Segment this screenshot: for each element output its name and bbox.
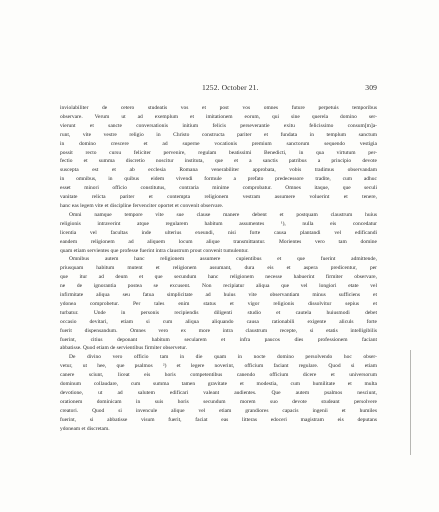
text-line: observare. Verum ut ad exemplum et imitationem eorum, qui sine querela domino ser- <box>60 113 377 120</box>
text-line: fectio et summa discretio noscitur instituta, que et a sanctis patribus a principio devote <box>60 158 377 165</box>
text-line: dominum collaudare, cum summa tamen gravitate et modestia, cum humilitate et multa <box>60 381 377 388</box>
text-line: in domino crescere et ad superne vocationis premium sanctorum sequendo vestigia <box>60 140 377 147</box>
text-line: occasio devitari, etiam si cum aliqua aliquando causa rationabili exigente aliculs forte <box>60 318 377 325</box>
text-line: fuerint, citius deponant habitum secularem et infra paucos dies professionem faciant <box>60 336 377 343</box>
text-line: canere sciunt, liceat eis horis competentibus canendo officium dicere et universorum <box>60 372 377 379</box>
text-line: inviolabiliter de cetero studeatis vos et post vos omnes future perpetuis temporibus <box>60 105 377 111</box>
text-line: runt, vite vestre religio in Christo constructa pariter et fundata in templum sanctum <box>60 131 377 138</box>
text-line: fuerit dispensandum. Omnes vero ex more intra claustrum recepte, si etatis intelligibilis <box>60 327 377 334</box>
text-line: orationem dominicam in suis horis secundum morem suo devote studeant persolvere <box>60 398 377 405</box>
text-line: in omnibus, in quibus eidem vivendi formule a prefato predecessore tradite, cum adhuc <box>60 176 377 183</box>
header-date: 1252. October 21. <box>202 83 259 92</box>
text-line: hanc eas legem vite et discipline fervenciter oportet et convenit observare. <box>60 202 224 209</box>
text-line: Omnibus autem hanc religionem assumere cupientibus et que fuerint admittende, <box>69 256 377 263</box>
margin-line <box>410 350 411 455</box>
text-line: vanitate relicta pariter et contempta religionem vestram assumere voluerint et tenere, <box>60 194 377 201</box>
text-line: priusquam habitum mutent et religionem assumant, dura eis et aspera predicentur, per <box>60 265 377 272</box>
text-line: creatori. Quod si invencule alique vel etiam grandiores capacis ingenii et humiles <box>60 407 377 414</box>
text-line: possit recto cursu feliciter pervenire, regulam beatissimi Benedicti, in qua virtutum per- <box>60 149 377 156</box>
page-number: 309 <box>365 83 377 92</box>
running-header <box>60 83 377 95</box>
body-text <box>60 104 377 434</box>
text-line: devotione, ut ad salutem edificari valeant audientes. Que autem psalmos nesciunt, <box>60 390 377 396</box>
text-line: vetur, ut hee, que psalmos ²) et legere noverint, officium faciant regulare. Quod si etiam <box>60 363 377 370</box>
text-line: que itur ad deum et que secundum hanc religionem necesse habuerint firmiter observare, <box>60 274 377 281</box>
text-line: turbatur. Unde in personis recipiendis diligenti studio et cautela huiusmodi debet <box>60 309 377 316</box>
text-line: ydonea comprobetur. Per tales enim status et vigor religionis dissolvitur sepius et <box>60 300 377 307</box>
text-line: ydoneam et discretam. <box>60 425 110 432</box>
text-line: eandem religionem ad aliquem locum alique transmittantur. Morientes vero tam domine <box>60 238 377 245</box>
text-line: Omni namque tempore vite sue clause manere debent et postquam claustrum huius <box>69 211 377 218</box>
text-line: licentia vel facultas inde ulterius exeundi, nisi forte causa plantandi vel edificandi <box>60 229 377 236</box>
text-line: religionis intraverint atque regularem habitum assumentes ¹), nulla eis concedatur <box>60 220 377 227</box>
text-line: fuerint, si abbatisse visum fuerit, faciat eas litteras edoceri magistram eis deputans <box>60 416 377 423</box>
text-line: quam etiam servientes que professe fuerint intra claustrum prout convenit tumulentur. <box>60 247 249 254</box>
text-line: abbatisse. Quod etiam de servientibus firmiter observetur. <box>60 345 188 352</box>
text-line: vierunt et sancte conversationis initium felicis perseverantie exitu felicissimo consum[m]a- <box>60 122 377 129</box>
text-line: esset minori officio constitutus, contraria minime comprobatur. Omnes itaque, que seculi <box>60 185 377 192</box>
text-line: infirmitate aliqua seu fatua simplicitate ad huius vite observantiam minus sufficiens et <box>60 292 377 299</box>
text-line: De divino vero officio tam in die quam in nocte domino persolvendo hoc obser- <box>69 354 377 361</box>
text-line: ne de ignorantia postea se excusent. Non recipiatur aliqua que vel longiori etate vel <box>60 283 377 290</box>
text-line: suscepta est et ab ecclesia Romana venerabiliter approbata, vobis tradimus observandam <box>60 167 377 174</box>
